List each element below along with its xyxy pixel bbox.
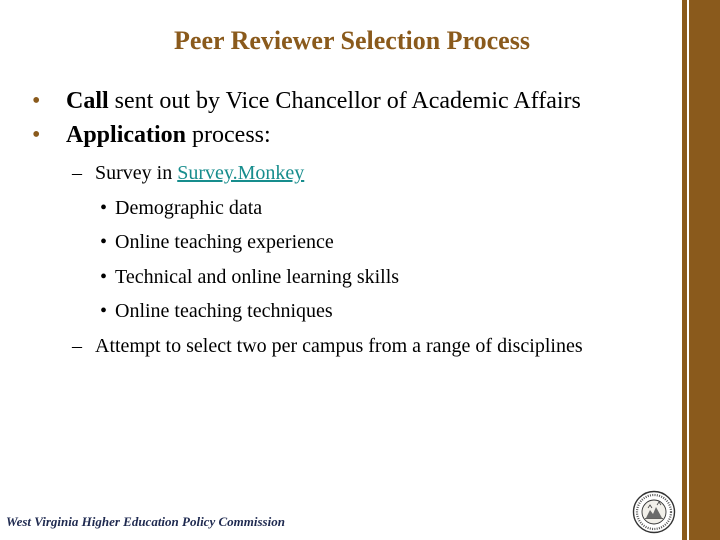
bullet-marker: • [100,265,108,288]
bullet-marker: • [100,300,108,322]
sub-item-attempt [32,329,682,364]
sub-item-attempt-text: Attempt to select two per campus from a range of disciplines [95,334,583,357]
sub-bullet-text: Online teaching experience [115,231,334,253]
dash-marker: – [72,334,82,357]
sub-bullet-text: Demographic data [115,196,263,219]
survey-prefix: Survey in [95,162,178,184]
slide-title: Peer Reviewer Selection Process [174,26,530,55]
sub-item-survey [32,156,682,191]
bullet-call-bold: Call [66,88,109,114]
footer-organization: West Virginia Higher Education Policy Commission [6,514,285,529]
sub-bullet-item [32,260,682,295]
commission-seal-icon [632,490,676,534]
bullet-marker: • [100,196,108,219]
bullet-call [32,84,682,118]
dash-marker: – [72,162,82,184]
bullet-marker: • [100,231,108,253]
bullet-marker: • [32,122,41,148]
sub-bullet-item [32,191,682,226]
bullet-call-text: sent out by Vice Chancellor of Academic Affairs [108,88,581,114]
bullet-list [32,84,682,363]
sub-bullet-item [32,225,682,260]
right-accent-bar [682,0,720,540]
bullet-marker: • [32,88,41,114]
sub-bullet-text: Online teaching techniques [115,300,333,322]
bullet-application [32,118,682,152]
sub-bullet-text: Technical and online learning skills [115,265,400,288]
sub-bullet-item [32,294,682,329]
bullet-application-text: process: [186,122,271,148]
bullet-application-bold: Application [66,122,187,148]
surveymonkey-link[interactable]: Survey.Monkey [177,162,305,184]
